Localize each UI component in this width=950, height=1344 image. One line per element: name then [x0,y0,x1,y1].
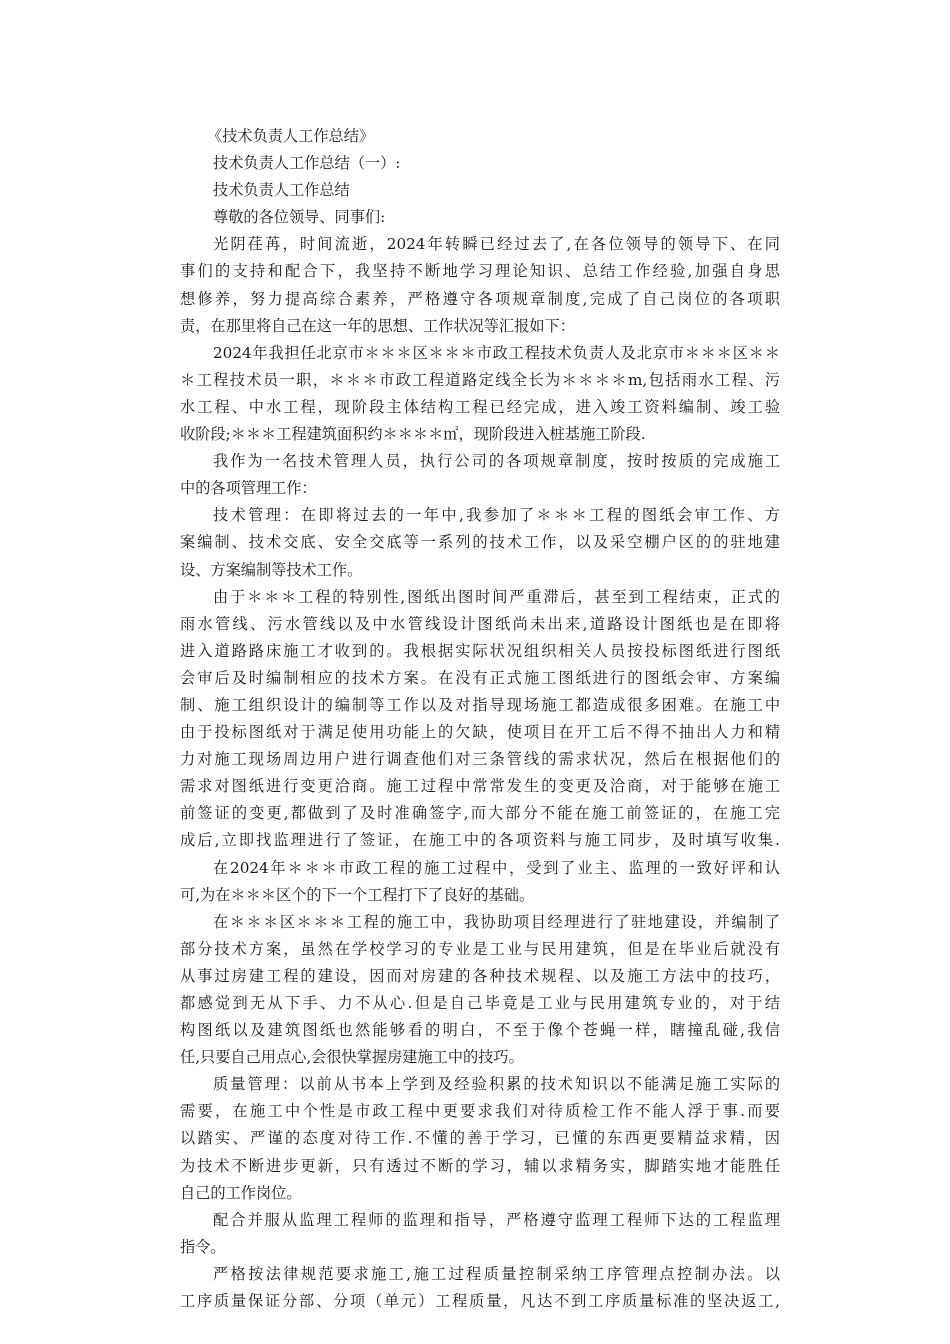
document-line: 需要，在施工中个性是市政工程中更要求我们对待质检工作不能人浮于事.而要 [180,1102,780,1121]
document-line: ＊工程技术员一职，＊＊＊市政工程道路定线全长为＊＊＊＊m,包括雨水工程、污 [180,370,780,389]
document-line: 都感觉到无从下手、力不从心.但是自己毕竟是工业与民用建筑专业的，对于结 [180,994,780,1012]
document-line: 想修养，努力提高综合素养，严格遵守各项规章制度,完成了自己岗位的各项职 [180,289,780,308]
document-line: 前签证的变更,都做到了及时准确签字,而大部分不能在施工前签证的，在施工完 [180,804,780,823]
document-line: 由于投标图纸对于满足使用功能上的欠缺，使项目在开工后不得不抽出人力和精 [180,723,780,742]
document-line: 可,为在＊＊＊区个的下一个工程打下了良好的基础。 [180,885,535,904]
document-line: 技术负责人工作总结（一）: [213,154,401,173]
document-line: 工序质量保证分部、分项（单元）工程质量，凡达不到工序质量标准的坚决返工, [180,1292,780,1311]
document-line: 中的各项管理工作： [180,479,317,498]
document-line: 成后,立即找监理进行了签证，在施工中的各项资料与施工同步，及时填写收集. [180,831,780,850]
document-line: 会审后及时编制相应的技术方案。在没有正式施工图纸进行的图纸会审、方案编 [180,668,780,687]
document-line: 需求对图纸进行变更洽商。施工过程中常常发生的变更及洽商，对于能够在施工 [180,777,780,796]
document-line: 责，在那里将自己在这一年的思想、工作状况等汇报如下： [180,316,575,335]
document-line: 从事过房建工程的建设，因而对房建的各种技术规程、以及施工方法中的技巧， [180,966,780,985]
document-line: 任,只要自己用点心,会很快掌握房建施工中的技巧。 [180,1048,524,1067]
document-line: 部分技术方案，虽然在学校学习的专业是工业与民用建筑，但是在毕业后就没有 [180,939,780,958]
document-line: 尊敬的各位领导、同事们: [213,208,386,227]
document-line: 在2024年＊＊＊市政工程的施工过程中，受到了业主、监理的一致好评和认 [213,858,780,877]
document-line: 水工程、中水工程，现阶段主体结构工程已经完成，进入竣工资料编制、竣工验 [180,397,780,416]
document-line: 案编制、技术交底、安全交底等一系列的技术工作，以及采空棚户区的的驻地建 [180,533,780,552]
document-line: 构图纸以及建筑图纸也然能够看的明白，不至于像个苍蝇一样，瞎撞乱碰,我信 [180,1021,780,1040]
document-line: 质量管理：以前从书本上学到及经验积累的技术知识以不能满足施工实际的 [213,1075,780,1094]
document-line: 2024年我担任北京市＊＊＊区＊＊＊市政工程技术负责人及北京市＊＊＊区＊＊ [213,343,780,362]
document-line: 在＊＊＊区＊＊＊工程的施工中，我协助项目经理进行了驻地建设，并编制了 [213,912,780,931]
document-line: 力对施工现场周边用户进行调查他们对三条管线的需求状况，然后在根据他们的 [180,750,780,769]
document-line: 技术负责人工作总结 [213,181,350,200]
document-line: 雨水管线、污水管线以及中水管线设计图纸尚未出来,道路设计图纸也是在即将 [180,614,780,633]
document-line: 设、方案编制等技术工作。 [180,560,363,579]
document-line: 光阴荏苒，时间流逝，2024年转瞬已经过去了,在各位领导的领导下、在同 [213,235,780,254]
document-line: 进入道路路床施工才收到的。我根据实际状况组织相关人员按投标图纸进行图纸 [180,641,780,660]
document-line: 指令。 [180,1237,226,1256]
document-line: 我作为一名技术管理人员，执行公司的各项规章制度，按时按质的完成施工 [213,452,780,471]
document-line: 自己的工作岗位。 [180,1183,302,1202]
document-line: 以踏实、严谨的态度对待工作.不懂的善于学习，已懂的东西更要精益求精，因 [180,1129,780,1148]
document-line: 事们的支持和配合下，我坚持不断地学习理论知识、总结工作经验,加强自身思 [180,262,780,281]
document-line: 技术管理：在即将过去的一年中,我参加了＊＊＊工程的图纸会审工作、方 [213,506,780,525]
document-page [180,123,780,1315]
document-line: 严格按法律规范要求施工,施工过程质量控制采纳工序管理点控制办法。以 [213,1264,780,1283]
document-title: 《技术负责人工作总结》 [207,127,375,145]
document-line: 配合并服从监理工程师的监理和指导，严格遵守监理工程师下达的工程监理 [213,1210,780,1229]
document-line: 收阶段;＊＊＊工程建筑面积约＊＊＊＊㎡，现阶段进入桩基施工阶段. [180,425,646,444]
document-line: 由于＊＊＊工程的特别性,图纸出图时间严重滞后，甚至到工程结束，正式的 [213,587,780,606]
document-line: 为技术不断进步更新，只有透过不断的学习，辅以求精务实，脚踏实地才能胜任 [180,1156,780,1175]
document-line: 制、施工组织设计的编制等工作以及对指导现场施工都造成很多困难。在施工中 [180,695,780,714]
